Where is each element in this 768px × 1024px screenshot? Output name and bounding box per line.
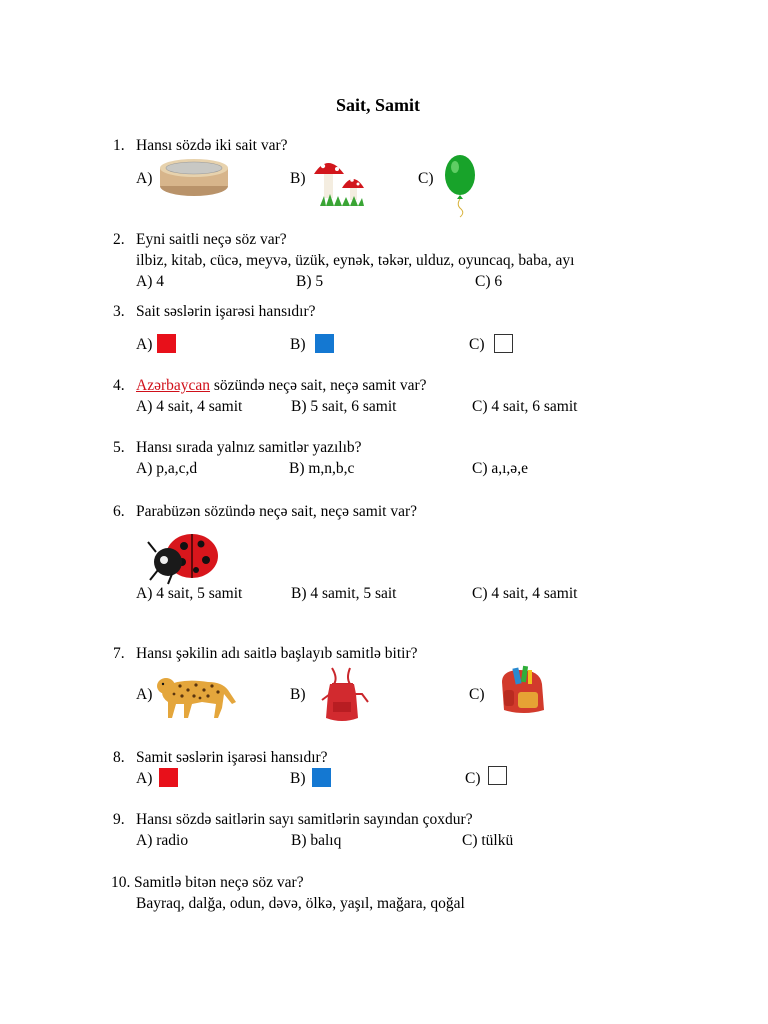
question-10-words: Bayraq, dalğa, odun, dəvə, ölkə, yaşıl, mağara, qoğal <box>136 895 465 912</box>
q7-option-c: C) <box>469 686 485 703</box>
q5-option-a: A) p,a,c,d <box>136 460 198 477</box>
q1-option-b: B) <box>290 170 306 187</box>
question-8-text: Samit səslərin işarəsi hansıdır? <box>136 749 328 766</box>
q3-option-b: B) <box>290 336 306 353</box>
question-10-number: 10. <box>111 874 131 891</box>
red-square-icon <box>157 334 176 353</box>
question-7-text: Hansı şəkilin adı saitlə başlayıb samitlə bitir? <box>136 645 418 662</box>
question-10-text: Samitlə bitən neçə söz var? <box>134 874 304 891</box>
q9-option-a: A) radio <box>136 832 189 849</box>
q6-option-c: C) 4 sait, 4 samit <box>472 585 578 602</box>
question-1-number: 1. <box>113 137 125 154</box>
question-2-number: 2. <box>113 231 125 248</box>
q4-option-c: C) 4 sait, 6 samit <box>472 398 578 415</box>
q5-option-b: B) m,n,b,c <box>289 460 355 477</box>
apron-image <box>316 664 372 726</box>
q9-option-b: B) balıq <box>291 832 342 849</box>
ladybug-image <box>146 526 222 586</box>
question-5-number: 5. <box>113 439 125 456</box>
q7-option-a: A) <box>136 686 153 703</box>
question-2-text: Eyni saitli neçə söz var? <box>136 231 287 248</box>
balloon-image <box>443 153 479 219</box>
red-square-icon <box>159 768 178 787</box>
q2-option-c: C) 6 <box>475 273 503 290</box>
question-8-number: 8. <box>113 749 125 766</box>
blue-square-icon <box>315 334 334 353</box>
question-6-number: 6. <box>113 503 125 520</box>
question-4-number: 4. <box>113 377 125 394</box>
q3-option-c: C) <box>469 336 485 353</box>
q6-option-a: A) 4 sait, 5 samit <box>136 585 243 602</box>
q2-option-b: B) 5 <box>296 273 324 290</box>
q2-option-a: A) 4 <box>136 273 164 290</box>
q4-option-b: B) 5 sait, 6 samit <box>291 398 397 415</box>
q8-option-a: A) <box>136 770 153 787</box>
q8-option-c: C) <box>465 770 481 787</box>
q1-option-c: C) <box>418 170 434 187</box>
backpack-image <box>496 666 552 718</box>
highlighted-word: Azərbaycan <box>136 377 211 394</box>
leopard-image <box>152 668 238 720</box>
question-9-number: 9. <box>113 811 125 828</box>
q1-option-a: A) <box>136 170 153 187</box>
question-1-text: Hansı sözdə iki sait var? <box>136 137 288 154</box>
blue-square-icon <box>312 768 331 787</box>
q5-option-c: C) a,ı,ə,e <box>472 460 528 477</box>
white-square-icon <box>488 766 507 785</box>
question-7-number: 7. <box>113 645 125 662</box>
question-4-text: Azərbaycan sözündə neçə sait, neçə samit var? <box>136 377 427 394</box>
q4-option-a: A) 4 sait, 4 samit <box>136 398 243 415</box>
question-5-text: Hansı sırada yalnız samitlər yazılıb? <box>136 439 362 456</box>
white-square-icon <box>494 334 513 353</box>
q8-option-b: B) <box>290 770 306 787</box>
question-3-text: Sait səslərin işarəsi hansıdır? <box>136 303 316 320</box>
question-3-number: 3. <box>113 303 125 320</box>
page-title: Sait, Samit <box>336 95 421 115</box>
question-2-words: ilbiz, kitab, cücə, meyvə, üzük, eynək, təkər, ulduz, oyuncaq, baba, ayı <box>136 252 575 269</box>
mushroom-image <box>312 152 368 208</box>
question-6-text: Parabüzən sözündə neçə sait, neçə samit var? <box>136 503 418 520</box>
sieve-image <box>158 158 230 198</box>
q3-option-a: A) <box>136 336 153 353</box>
q6-option-b: B) 4 samit, 5 sait <box>291 585 397 602</box>
question-9-text: Hansı sözdə saitlərin sayı samitlərin sayından çoxdur? <box>136 811 473 828</box>
q7-option-b: B) <box>290 686 306 703</box>
q9-option-c: C) tülkü <box>462 832 514 849</box>
